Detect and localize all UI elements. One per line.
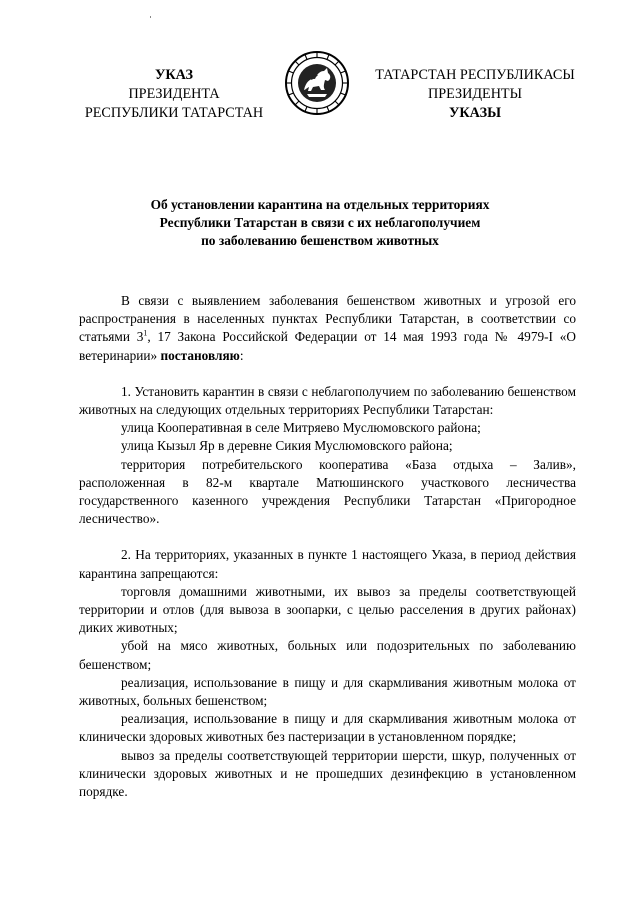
- header-left-line-3: РЕСПУБЛИКИ ТАТАРСТАН: [84, 105, 264, 121]
- scan-speck: [150, 16, 151, 18]
- section-2-item: торговля домашними животными, их вывоз за пределы соответствующей территории и отлов (для вывоза в зоопарки, с целью расселения в других районах) диких животных;: [79, 583, 576, 636]
- section-1-item: улица Кызыл Яр в деревне Сикия Муслюмовского района;: [121, 438, 453, 454]
- preamble-paragraph: [79, 292, 576, 365]
- section-2-intro: 2. На территориях, указанных в пункте 1 настоящего Указа, в период действия карантина запрещаются:: [79, 547, 576, 581]
- section-1-item: территория потребительского кооператива «База отдыха – Залив», расположенная в 82-м квартале Матюшинского участкового лесничества государственного казенного учреждения Республики Татарстан «Пригородное лесничество».: [79, 456, 576, 527]
- header-left-line-1: УКАЗ: [154, 67, 194, 83]
- decree-title: [100, 196, 540, 250]
- section-2-item: вывоз за пределы соответствующей территории шерсти, шкур, полученных от клинически здоровых животных и не прошедших дезинфекцию в установленном порядке.: [79, 747, 576, 800]
- decree-body: [79, 292, 576, 801]
- section-2-item: реализация, использование в пищу и для скармливания животным молока от клинически здоровых животных без пастеризации в установленном порядке;: [79, 711, 576, 745]
- title-line-3: по заболеванию бешенством животных: [201, 233, 439, 248]
- section-1-item: улица Кооперативная в селе Митряево Муслюмовского района;: [121, 420, 481, 436]
- header-right-tatar: [362, 66, 588, 123]
- header-right-line-3: УКАЗЫ: [448, 105, 501, 121]
- coat-of-arms-tatarstan-icon: [284, 50, 350, 116]
- header-left-line-2: ПРЕЗИДЕНТА: [128, 86, 220, 102]
- section-2-item: убой на мясо животных, больных или подозрительных по заболеванию бешенством;: [79, 638, 576, 672]
- preamble-text-end: , 17 Закона Российской Федерации от 14 мая 1993 года № 4979-I «О ветеринарии»: [79, 329, 576, 363]
- section-2-item: реализация, использование в пищу и для скармливания животным молока от животных, больных бешенством;: [79, 674, 576, 709]
- header-right-line-2: ПРЕЗИДЕНТЫ: [428, 86, 522, 102]
- article-superscript: 1: [143, 328, 148, 338]
- decree-verb: постановляю: [160, 347, 240, 363]
- section-1-intro: 1. Установить карантин в связи с неблагополучием по заболеванию бешенством животных на следующих отдельных территориях Республики Татарстан:: [79, 383, 576, 418]
- header-right-line-1: ТАТАРСТАН РЕСПУБЛИКАСЫ: [375, 67, 575, 83]
- paragraph-gap: [79, 528, 576, 546]
- preamble-colon: :: [239, 347, 244, 363]
- preamble-text-start: В связи с выявлением заболевания бешенством животных и угрозой его распространения в населенных пунктах Республики Татарстан, в соответствии со статьями 3: [79, 293, 576, 345]
- title-line-2: Республики Татарстан в связи с их неблагополучием: [159, 215, 481, 230]
- header-left-russian: [74, 66, 274, 123]
- title-line-1: Об установлении карантина на отдельных территориях: [150, 197, 490, 212]
- paragraph-gap: [79, 365, 576, 383]
